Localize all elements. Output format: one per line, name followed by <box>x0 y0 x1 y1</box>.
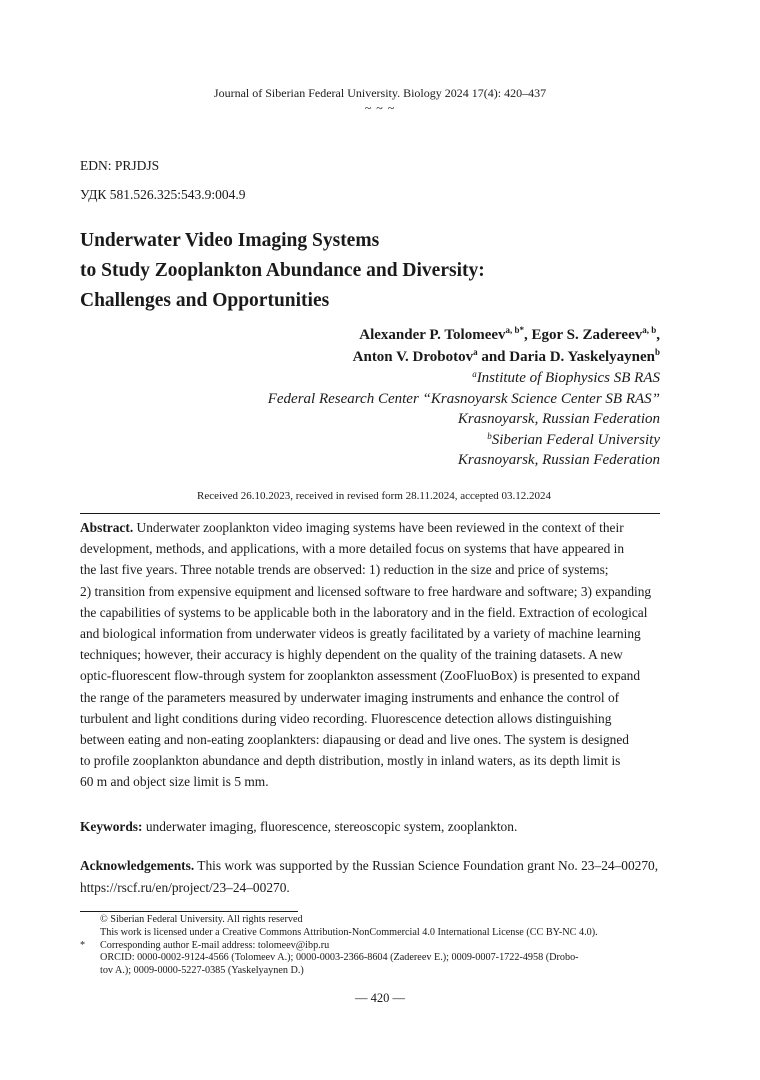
article-title <box>80 226 485 316</box>
title-line: Challenges and Opportunities <box>80 290 330 311</box>
ack-text: This work was supported by the Russian Science Foundation grant No. 23–24–00270, <box>194 858 659 873</box>
affiliation-line: Krasnoyarsk, Russian Federation <box>457 411 660 427</box>
abstract-line: to profile zooplankton abundance and depth distribution, mostly in inland waters, as its depth limit is <box>80 753 621 769</box>
affil-text: Institute of Biophysics SB RAS <box>476 370 660 386</box>
footnote-line: tov A.); 0009-0000-5227-0385 (Yaskelyaynen D.) <box>100 965 304 977</box>
abstract-line <box>80 517 660 538</box>
author-name: Anton V. Drobotov <box>352 349 474 365</box>
received-dates: Received 26.10.2023, received in revised form 28.11.2024, accepted 03.12.2024 <box>197 490 551 502</box>
affil-text: Siberian Federal University <box>491 431 660 448</box>
footnote-line: ORCID: 0000-0002-9124-4566 (Tolomeev A.); 0000-0003-2366-8604 (Zadereev E.); 0009-0007-1722-4958 (Drobo- <box>100 952 579 964</box>
author-name: Daria D. Yaskelyaynen <box>509 349 655 365</box>
footnote-line: This work is licensed under a Creative Commons Attribution-NonCommercial 4.0 International License (CC BY-NC 4.0). <box>100 926 598 938</box>
ack-link[interactable]: https://rscf.ru/en/project/23–24–00270. <box>80 879 290 895</box>
divider <box>80 513 660 514</box>
keywords-line <box>80 816 660 837</box>
abstract-line: techniques; however, their accuracy is highly dependent on the quality of the training datasets. A new <box>80 647 623 663</box>
keywords-label: Keywords: <box>80 819 143 834</box>
author-name: Egor S. Zadereev <box>531 327 643 343</box>
abstract-line: turbulent and light conditions during video recording. Fluorescence detection allows distinguishing <box>80 710 612 726</box>
author-separator: and <box>477 349 510 365</box>
author-affil-mark: a, b* <box>505 325 525 335</box>
title-line: to Study Zooplankton Abundance and Diversity: <box>80 260 485 281</box>
footnote-mark: * <box>80 939 86 951</box>
author-line <box>353 324 660 346</box>
affil-mark: b <box>487 430 492 441</box>
footnote-line <box>80 940 660 953</box>
abstract-line: 60 m and object size limit is 5 mm. <box>80 774 269 790</box>
author-affil-mark: a <box>473 347 478 357</box>
author-separator: , <box>524 327 532 343</box>
abstract-label: Abstract. <box>80 520 134 535</box>
footnote-divider <box>80 911 298 912</box>
affiliation-line <box>268 430 660 451</box>
abstract <box>80 517 660 793</box>
header-ornament: ~ ~ ~ <box>364 101 396 115</box>
author-separator: , <box>656 327 660 343</box>
author-affil-mark: b <box>654 347 660 357</box>
abstract-line: development, methods, and applications, with a more detailed focus on systems that have appeared in <box>80 541 625 557</box>
footnote-line: © Siberian Federal University. All rights reserved <box>100 914 303 925</box>
abstract-line: the capabilities of systems to be applicable both in the laboratory and in the field. Extraction of ecological <box>80 604 648 620</box>
affiliation-line <box>268 368 660 389</box>
edn-code: EDN: PRJDJS <box>80 158 160 173</box>
author-affil-mark: a, b <box>642 325 657 335</box>
abstract-line: and biological information from underwater videos is greatly facilitated by a variety of machine learning <box>80 626 641 642</box>
abstract-text: Underwater zooplankton video imaging systems have been reviewed in the context of their <box>133 520 624 535</box>
affiliations <box>268 368 660 471</box>
author-line <box>353 346 660 368</box>
abstract-line: between eating and non-eating zooplankters: diapausing or dead and live ones. The system is designed <box>80 732 629 748</box>
ack-label: Acknowledgements. <box>80 858 195 873</box>
abstract-line: the last five years. Three notable trends are observed: 1) reduction in the size and price of systems; <box>80 562 609 578</box>
affiliation-line: Krasnoyarsk, Russian Federation <box>457 452 660 468</box>
corresponding-author: Corresponding author E-mail address: tolomeev@ibp.ru <box>100 939 330 951</box>
acknowledgements <box>80 855 660 898</box>
abstract-line: optic-fluorescent flow-through system for zooplankton assessment (ZooFluoBox) is presented to expand <box>80 668 641 684</box>
affil-mark: a <box>472 369 477 379</box>
keywords-text: underwater imaging, fluorescence, stereoscopic system, zooplankton. <box>142 819 518 834</box>
title-line: Underwater Video Imaging Systems <box>80 230 380 251</box>
abstract-line: 2) transition from expensive equipment and licensed software to free hardware and software; 3) expanding <box>80 583 652 599</box>
footnotes <box>80 914 660 978</box>
page-number: — 420 — <box>355 991 405 1005</box>
author-list <box>353 324 660 368</box>
affiliation-line: Federal Research Center “Krasnoyarsk Science Center SB RAS” <box>267 390 660 407</box>
author-name: Alexander P. Tolomeev <box>359 327 506 343</box>
journal-header: Journal of Siberian Federal University. Biology 2024 17(4): 420–437 <box>213 86 547 100</box>
abstract-line: the range of the parameters measured by underwater imaging instruments and enhance the control of <box>80 689 620 705</box>
keywords <box>80 816 660 837</box>
udk-code: УДК 581.526.325:543.9:004.9 <box>80 187 246 202</box>
ack-line <box>80 855 660 877</box>
